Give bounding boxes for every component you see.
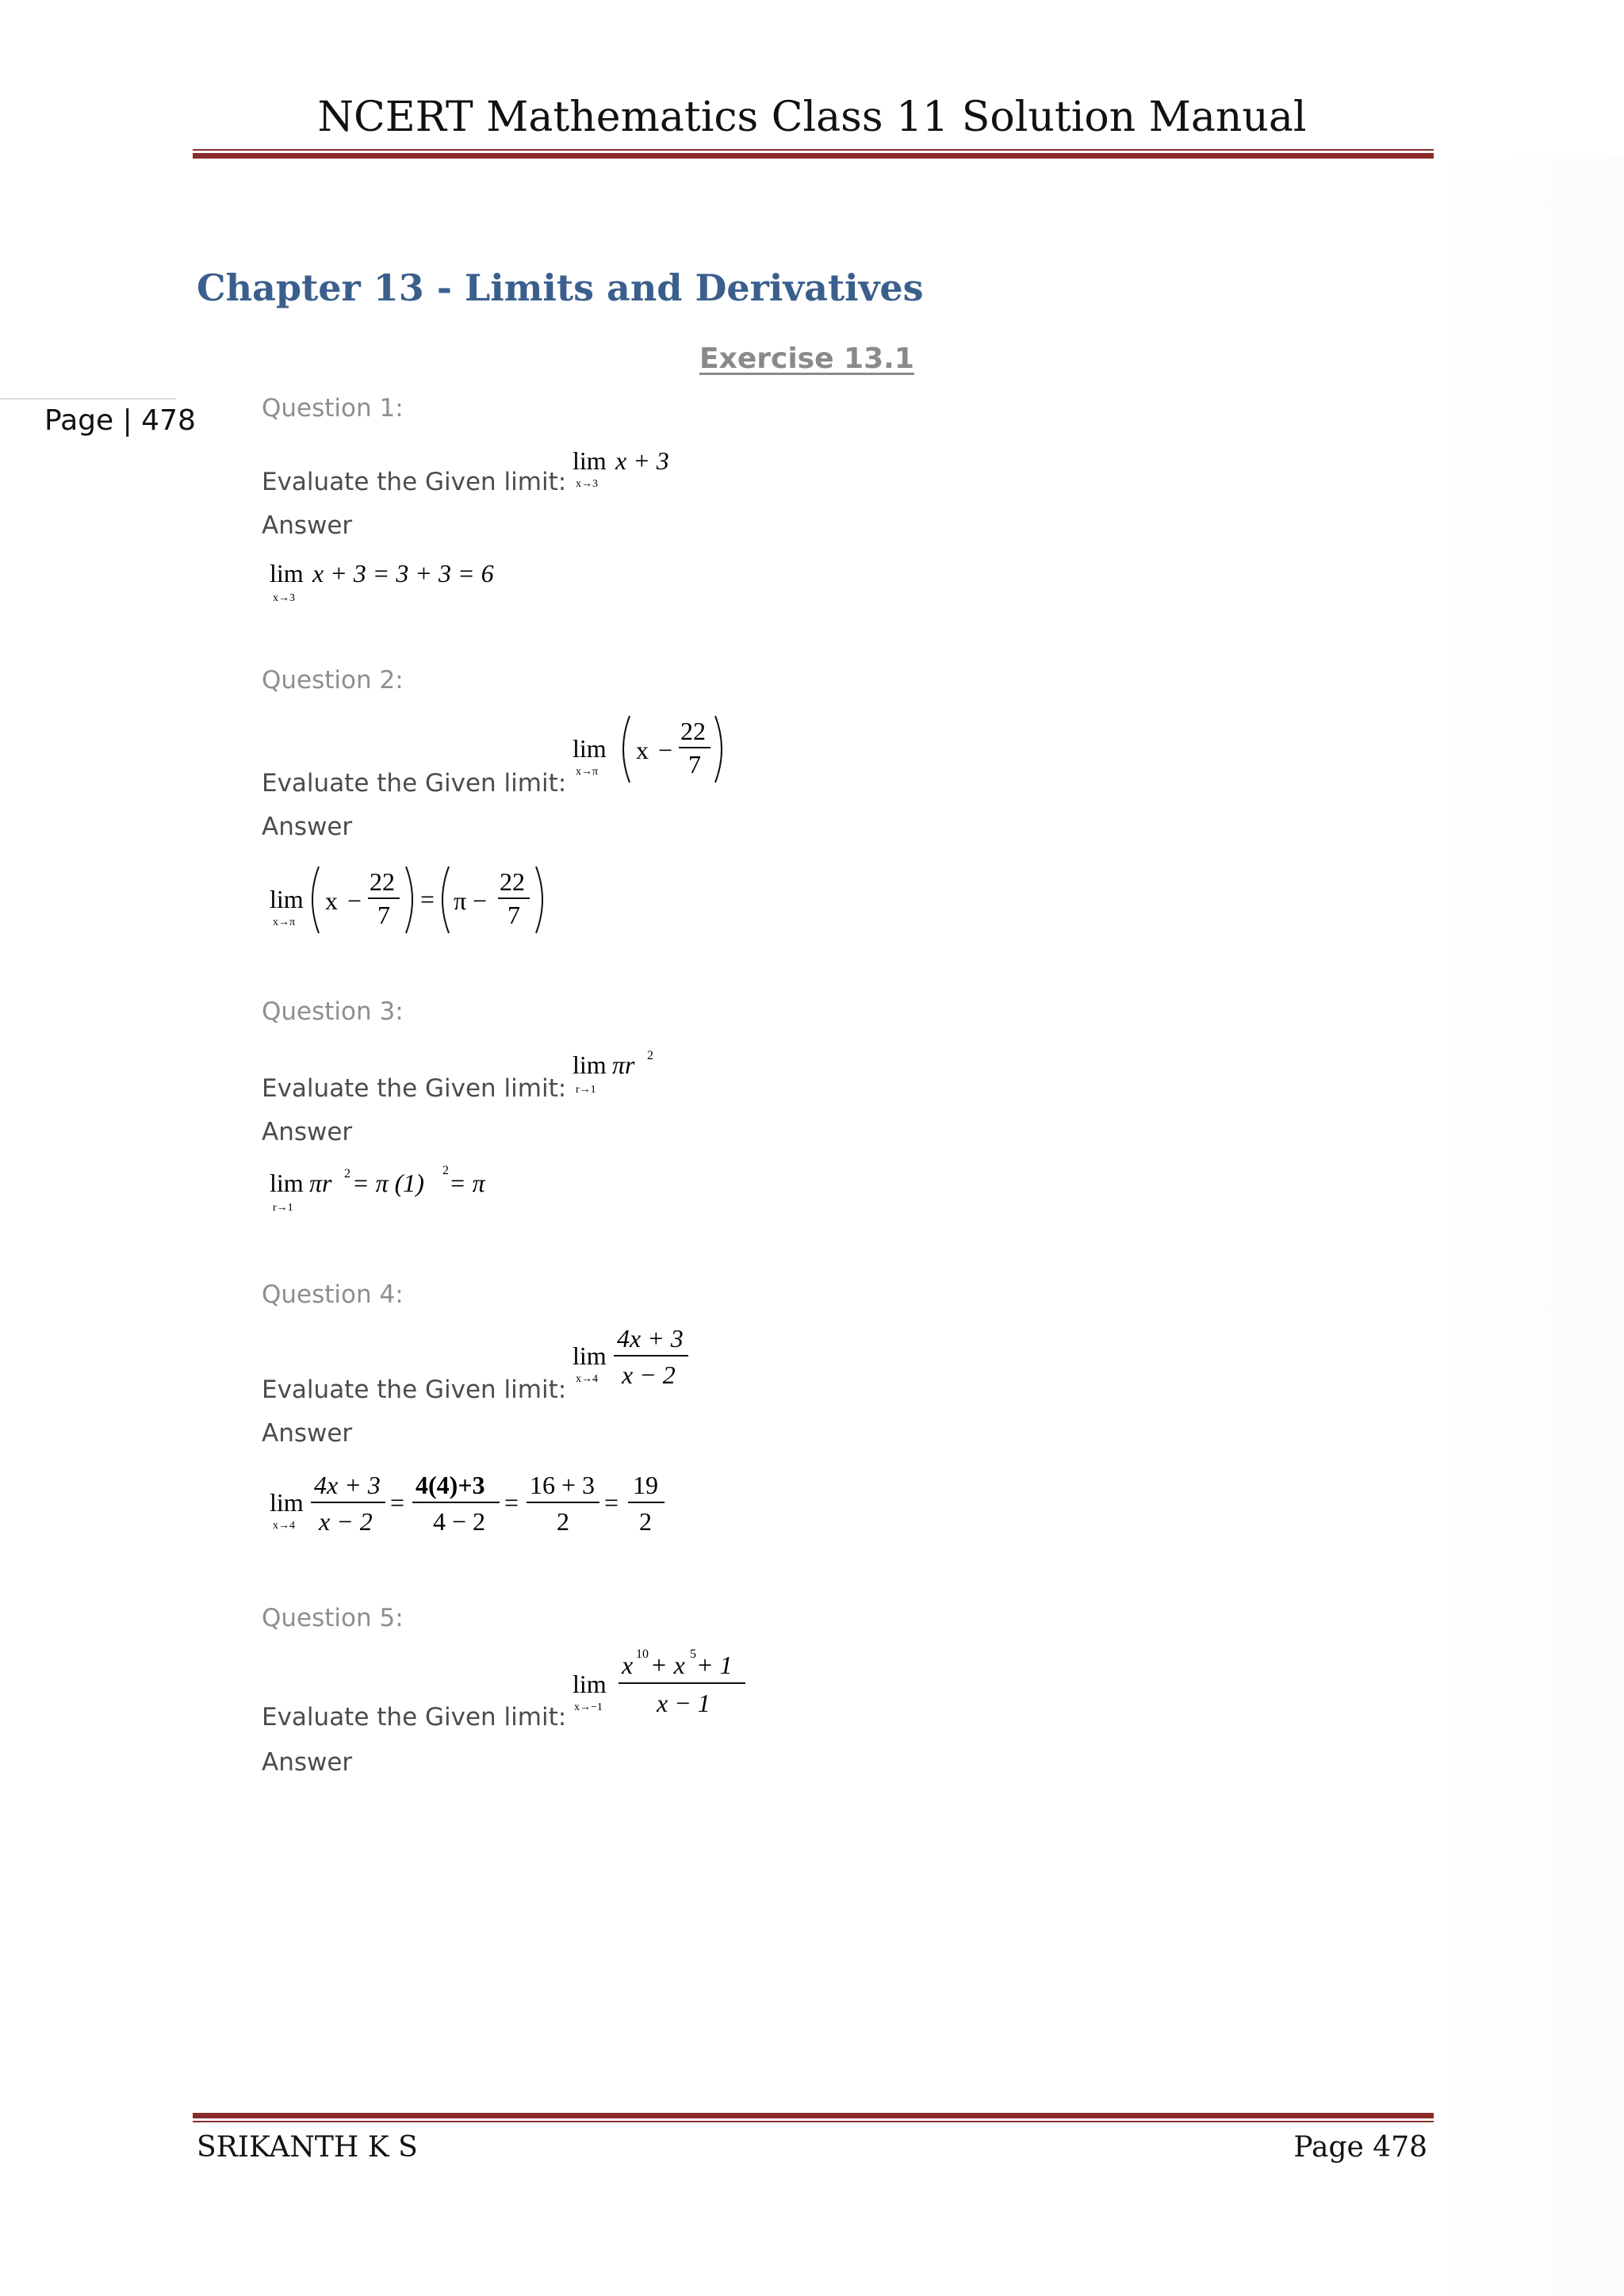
lim-subscript: x→−1: [574, 1701, 603, 1713]
answer-rest: = π (1): [352, 1169, 424, 1197]
answer-body: πr: [309, 1169, 332, 1197]
fraction-numerator: 22: [370, 867, 395, 896]
lim-subscript: x→4: [273, 1520, 295, 1532]
answer-label: Answer: [262, 1419, 353, 1448]
question-prompt: Evaluate the Given limit:: [262, 769, 567, 798]
var-x: x: [325, 886, 338, 915]
equals-sign: =: [420, 885, 435, 913]
lim-symbol: lim: [270, 1488, 304, 1517]
equals-sign: =: [390, 1488, 405, 1517]
question-prompt: Evaluate the Given limit:: [262, 468, 567, 496]
question-title: Question 5:: [262, 1604, 404, 1632]
fraction-numerator: 22: [680, 717, 706, 745]
right-paren: [406, 867, 412, 933]
lim-subscript: x→3: [576, 478, 598, 490]
footer-page-number: Page 478: [1293, 2131, 1427, 2164]
header-rule-bottom: [193, 153, 1434, 159]
header-rule-top: [193, 149, 1434, 151]
fraction-denominator: 2: [557, 1507, 569, 1536]
fraction-denominator: 7: [688, 750, 701, 779]
answer-expression: [270, 1161, 523, 1217]
question-limit-expression: [573, 1645, 763, 1732]
footer-author: SRIKANTH K S: [197, 2131, 418, 2164]
answer-expression: [270, 1467, 682, 1554]
left-paren: [442, 867, 449, 933]
question-limit-expression: [573, 710, 731, 797]
fraction-numerator: 4x + 3: [617, 1324, 684, 1353]
chapter-title: Chapter 13 - Limits and Derivatives: [197, 266, 924, 309]
superscript: 5: [690, 1647, 696, 1661]
lim-symbol: lim: [573, 1341, 607, 1370]
answer-label: Answer: [262, 1118, 353, 1146]
minus-sign: −: [473, 886, 488, 915]
question-limit-expression: [573, 1045, 699, 1100]
fraction-numerator: 16 + 3: [530, 1471, 596, 1499]
numerator-term: + 1: [696, 1651, 733, 1679]
side-page-label: Page | 478: [44, 404, 196, 437]
superscript: 2: [344, 1167, 350, 1181]
fraction-denominator: 4 − 2: [433, 1507, 486, 1536]
fraction-denominator: 7: [377, 901, 390, 929]
limit-body: πr: [612, 1050, 635, 1079]
var-x: x: [636, 736, 649, 764]
question-prompt: Evaluate the Given limit:: [262, 1074, 567, 1103]
answer-body: x + 3 = 3 + 3 = 6: [312, 559, 494, 587]
question-title: Question 1:: [262, 394, 404, 423]
lim-subscript: r→1: [273, 1202, 293, 1214]
fraction-denominator: x − 2: [622, 1360, 676, 1389]
document-header-title: NCERT Mathematics Class 11 Solution Manual: [317, 94, 1307, 141]
lim-symbol: lim: [270, 1169, 304, 1197]
right-paren: [536, 867, 542, 933]
lim-subscript: x→π: [273, 916, 296, 928]
exercise-title: Exercise 13.1: [699, 342, 914, 375]
answer-expression: [270, 555, 539, 610]
lim-symbol: lim: [573, 1050, 607, 1079]
question-title: Question 4:: [262, 1280, 404, 1309]
fraction-denominator: 7: [508, 901, 520, 929]
footer-rule-top: [193, 2113, 1434, 2118]
equals-sign: =: [504, 1488, 519, 1517]
fraction-numerator: 22: [500, 867, 525, 896]
answer-expression: [270, 860, 571, 947]
lim-symbol: lim: [573, 446, 607, 475]
fraction-numerator: 4x + 3: [314, 1471, 381, 1499]
limit-body: x + 3: [615, 446, 669, 475]
answer-label: Answer: [262, 511, 353, 540]
lim-subscript: x→π: [576, 766, 599, 778]
question-limit-expression: [573, 1320, 715, 1407]
equals-sign: =: [604, 1488, 619, 1517]
minus-sign: −: [658, 736, 673, 764]
question-limit-expression: [573, 444, 731, 492]
lim-symbol: lim: [573, 1670, 607, 1698]
numerator-term: + x: [650, 1651, 685, 1679]
question-title: Question 3:: [262, 997, 404, 1026]
side-page-line: [0, 398, 176, 400]
lim-symbol: lim: [573, 734, 607, 763]
minus-sign: −: [347, 886, 362, 915]
left-paren: [623, 716, 630, 783]
superscript: 2: [647, 1049, 653, 1062]
superscript: 10: [636, 1647, 649, 1661]
question-prompt: Evaluate the Given limit:: [262, 1703, 567, 1732]
lim-subscript: r→1: [576, 1084, 596, 1096]
answer-rest: = π: [449, 1169, 485, 1197]
lim-subscript: x→4: [576, 1373, 598, 1385]
page-edge-shade: [1435, 159, 1624, 2296]
question-title: Question 2:: [262, 666, 404, 695]
fraction-numerator: 19: [633, 1471, 658, 1499]
fraction-denominator: x − 2: [319, 1507, 373, 1536]
pi-symbol: π: [454, 886, 467, 915]
superscript: 2: [442, 1164, 449, 1177]
numerator-term: x: [622, 1651, 634, 1679]
lim-symbol: lim: [270, 885, 304, 913]
answer-label: Answer: [262, 1748, 353, 1777]
answer-label: Answer: [262, 813, 353, 841]
lim-symbol: lim: [270, 559, 304, 587]
right-paren: [715, 716, 722, 783]
question-prompt: Evaluate the Given limit:: [262, 1376, 567, 1404]
fraction-denominator: x − 1: [657, 1689, 710, 1717]
footer-rule-bottom: [193, 2121, 1434, 2122]
fraction-numerator: 4(4)+3: [416, 1471, 485, 1499]
left-paren: [312, 867, 319, 933]
fraction-denominator: 2: [639, 1507, 652, 1536]
lim-subscript: x→3: [273, 592, 295, 604]
